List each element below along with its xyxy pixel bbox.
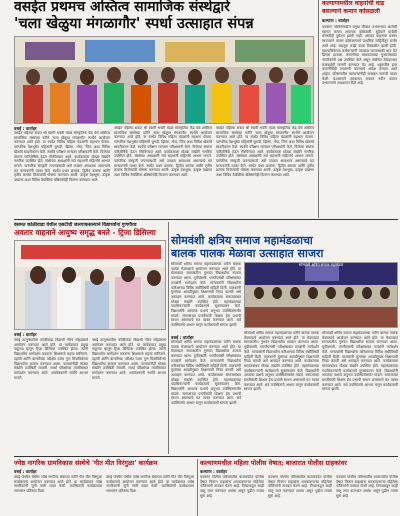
top-article-photo: [14, 36, 314, 124]
top-article-body: वसईत पहिल्या सत्रात श्री स्वामी भक्ती मंडळ सांस्कृतिक केंद्र येथे अस्तित्व सामाजिक संस्थेच्या वतीने 'चला खेळुया मंगळागौर' स्पर्धेचे आयोजन करण्यात आले होते. या स्पर्धेत विविध महिला मंडळांनी सहभाग घेतला. पारंपरिक वेशभूषेत महिलांनी फुगडी, झिम्मा, गोफ, पिंगा अशा विविध खेळांचे सादरीकरण केले. स्पर्धेचे परीक्षण मान्यवर परीक्षकांनी केले. विजेत्या संघांना पारितोषिके देऊन गौरविण्यात आले. कार्यक्रमाला मोठ्या संख्येने नागरिक उपस्थित होते. संस्थेच्या अध्यक्षांनी सर्व सहभागी महिलांचे आभार मानले. पारंपरिक संस्कृती जपण्यासाठी असे उपक्रम आवश्यक असल्याचे मत मान्यवरांनी व्यक्त केले. स्पर्धेत प्रथम क्रमांक, द्वितीय क्रमांक आणि तृतीय क्रमांक विजेत्यांची घोषणा करण्यात आली. उत्कृष्ट वेशभूषा, उत्कृष्ट उखाणा अशा विविध वैयक्तिक बक्षिसांचेही वितरण करण्यात आले.: [14, 131, 110, 183]
bottom-left-body-col2: वसई पश्चिम येथील ज्येष्ठ नागरिक संघाच्या वतीने गीत मीत विरंगुळा कार्यक्रमाचे आयोजन करण्यात आले होते. या कार्यक्रमात ज्येष्ठ नागरिकांनी जुनी गाणी सादर केली. उपस्थितांनी कार्यक्रमाला भरभरून प्रतिसाद दिला.: [106, 475, 194, 494]
top-article-body-col2: वसईत पहिल्या सत्रात श्री स्वामी भक्ती मंडळ सांस्कृतिक केंद्र येथे अस्तित्व सामाजिक संस्थेच्या वतीने 'चला खेळुया मंगळागौर' स्पर्धेचे आयोजन करण्यात आले होते. या स्पर्धेत विविध महिला मंडळांनी सहभाग घेतला. पारंपरिक वेशभूषेत महिलांनी फुगडी, झिम्मा, गोफ, पिंगा अशा विविध खेळांचे सादरीकरण केले. स्पर्धेचे परीक्षण मान्यवर परीक्षकांनी केले. विजेत्या संघांना पारितोषिके देऊन गौरविण्यात आले. कार्यक्रमाला मोठ्या संख्येने नागरिक उपस्थित होते. संस्थेच्या अध्यक्षांनी सर्व सहभागी महिलांचे आभार मानले. पारंपरिक संस्कृती जपण्यासाठी असे उपक्रम आवश्यक असल्याचे मत मान्यवरांनी व्यक्त केले. स्पर्धेत प्रथम क्रमांक, द्वितीय क्रमांक आणि तृतीय क्रमांक विजेत्यांची घोषणा करण्यात आली. उत्कृष्ट वेशभूषा, उत्कृष्ट उखाणा अशा विविध वैयक्तिक बक्षिसांचेही वितरण करण्यात आले.: [114, 126, 212, 178]
bottom-right-body-col2: कल्याण पश्चिम परिसरातील बाजारपेठेत पोलीस वेषात फिरून ग्राहकांना धमकावणाऱ्या महिलेला पोलिसांनी ताब्यात घेतले आहे. तिच्याकडून काही वस्तू जप्त करण्यात आल्या असून पुढील तपास सुरू आहे.: [268, 475, 332, 498]
left-mid-body: वसई तालुक्यातील कोळीवाडा विद्यार्थी गौरव सोहळ्याचे आयोजन करण्यात आले होते. या कार्यक्रमात प्रमुख पाहुण्या म्हणून ट्रिजा डिसिल्वा उपस्थित होत्या. त्यांनी विद्यार्थ्यांना मार्गदर्शन करताना शिक्षणाचे महत्त्व सांगितले. दहावी आणि बारावीच्या परीक्षेत उत्तम गुण मिळविलेल्या विद्यार्थ्यांचा सत्कार करण्यात आला. पालकांनीही मोठ्या संख्येने उपस्थिती लावली. स्पर्धा परीक्षांच्या तयारीबाबत मार्गदर्शन करण्यात आले. आयोजकांनी सर्वांचे आभार मानले.: [14, 338, 88, 380]
award-ceremony-image: [15, 241, 166, 330]
main-bottom-body-col3: सोमवंशी क्षत्रिय समाज महामंडळाच्या वतीने बालक पालक मेळाव्याचे आयोजन करण्यात आले होते. या मेळाव्यात समाजातील गुणवंत विद्यार्थ्यांचा सत्कार करण्यात आला. यूपीएससी, एमपीएससी परीक्षांबाबत तज्ज्ञांनी मार्गदर्शन केले. मान्यवरांनी विद्यार्थ्यांना करिअरच्या विविध संधींविषयी माहिती दिली. पालकांनी मुलांच्या आवडीनुसार शिक्षणाची निवड करावी असे आवाहन करण्यात आले. कार्यक्रमाला समाजबांधव मोठ्या संख्येने उपस्थित होते. महामंडळाच्या पदाधिकाऱ्यांनी कार्यक्रमाचे सूत्रसंचालन केले. विद्यार्थ्यांनी आपल्या यशाचे अनुभव उपस्थितांसमोर मांडले. समाजाच्या प्रगतीसाठी शिक्षण हेच प्रभावी साधन असल्याचे मत व्यक्त करण्यात आले. सर्व उपस्थितांचे आभार मानून कार्यक्रमाची सांगता झाली.: [244, 331, 319, 392]
bottom-column-divider: [197, 459, 198, 516]
bottom-left-article: [14, 459, 194, 516]
bottom-left-dateline: वसई : वार्ताहर: [14, 469, 37, 474]
left-mid-kicker: वसमत कोळीवाडा येथील एसटीची जलपाकसल्याने विद्यार्थ्यांना गुणगौरव: [14, 222, 137, 228]
left-mid-dateline: वसई : वार्ताहर: [14, 332, 37, 337]
top-headline-line2: 'चला खेळुया मंगळागौर' स्पर्धा उत्साहात संपन्न: [14, 15, 254, 32]
sidebar-body: कल्याण पश्चिमेकडील प्रमुख चौकात उभारण्यात आलेली स्वागत कमान अचानक कोसळली. सुदैवाने यावेळी कोणतीही दुर्घटना झाली नाही. अवजड वाहनाचा धक्का लागल्याने कमान कोसळल्याचे प्राथमिक माहितीतून समोर आले आहे. वाहतूक काही काळ विस्कळीत झाली होती. महापालिकेच्या कर्मचाऱ्यांनी तात्काळ घटनास्थळी धाव घेत ढिगारा हटवला. कमानीच्या बांधकामाच्या गुणवत्तेबाबत नागरिकांनी प्रश्न उपस्थित केले असून संबंधित ठेकेदारावर कारवाईची मागणी करण्यात येत आहे. शहरातील इतर कमानींचीही तपासणी करण्याचे आदेश देण्यात आले आहेत. परिसरातील व्यापाऱ्यांनीही याबाबत नाराजी व्यक्त केली. प्रशासनाने लवकरात लवकर नवीन कमान उभारण्याचे आश्वासन दिले आहे.: [322, 25, 397, 86]
left-mid-body-col2: वसई तालुक्यातील कोळीवाडा विद्यार्थी गौरव सोहळ्याचे आयोजन करण्यात आले होते. या कार्यक्रमात प्रमुख पाहुण्या म्हणून ट्रिजा डिसिल्वा उपस्थित होत्या. त्यांनी विद्यार्थ्यांना मार्गदर्शन करताना शिक्षणाचे महत्त्व सांगितले. दहावी आणि बारावीच्या परीक्षेत उत्तम गुण मिळविलेल्या विद्यार्थ्यांचा सत्कार करण्यात आला. पालकांनीही मोठ्या संख्येने उपस्थिती लावली. स्पर्धा परीक्षांच्या तयारीबाबत मार्गदर्शन करण्यात आले. आयोजकांनी सर्वांचे आभार मानले.: [92, 338, 166, 380]
top-article-dateline: वसई : वार्ताहर: [14, 126, 37, 131]
bottom-right-body-col3: कल्याण पश्चिम परिसरातील बाजारपेठेत पोलीस वेषात फिरून ग्राहकांना धमकावणाऱ्या महिलेला पोलिसांनी ताब्यात घेतले आहे. तिच्याकडून काही वस्तू जप्त करण्यात आल्या असून पुढील तपास सुरू आहे.: [336, 475, 398, 498]
section-divider-2: [14, 456, 398, 457]
sidebar-headline-line1: कल्याणमधील वाहनांची वाढ: [322, 0, 385, 7]
bottom-left-body: वसई पश्चिम येथील ज्येष्ठ नागरिक संघाच्या वतीने गीत मीत विरंगुळा कार्यक्रमाचे आयोजन करण्यात आले होते. या कार्यक्रमात ज्येष्ठ नागरिकांनी जुनी गाणी सादर केली. उपस्थितांनी कार्यक्रमाला भरभरून प्रतिसाद दिला.: [14, 475, 102, 494]
main-bottom-headline-line1: सोमवंशी क्षत्रिय समाज महामंडळाचा: [171, 234, 313, 247]
section-divider-1: [14, 219, 398, 220]
left-mid-headline: अवतार वाहनाने आयुष्य समृद्ध बनते - ट्रिजा डिसिल्वा: [14, 228, 156, 237]
bottom-right-body: कल्याण पश्चिम परिसरातील बाजारपेठेत पोलीस वेषात फिरून ग्राहकांना धमकावणाऱ्या महिलेला पोलिसांनी ताब्यात घेतले आहे. तिच्याकडून काही वस्तू जप्त करण्यात आल्या असून पुढील तपास सुरू आहे.: [200, 475, 264, 498]
main-bottom-dateline: वसई : वार्ताहर: [171, 335, 194, 340]
main-bottom-headline-line2: बालक पालक मेळावा उत्साहात साजरा: [171, 247, 324, 260]
main-bottom-body-col1: सोमवंशी क्षत्रिय समाज महामंडळाच्या वतीने बालक पालक मेळाव्याचे आयोजन करण्यात आले होते. या मेळाव्यात समाजातील गुणवंत विद्यार्थ्यांचा सत्कार करण्यात आला. यूपीएससी, एमपीएससी परीक्षांबाबत तज्ज्ञांनी मार्गदर्शन केले. मान्यवरांनी विद्यार्थ्यांना करिअरच्या विविध संधींविषयी माहिती दिली. पालकांनी मुलांच्या आवडीनुसार शिक्षणाची निवड करावी असे आवाहन करण्यात आले. कार्यक्रमाला समाजबांधव मोठ्या संख्येने उपस्थित होते. महामंडळाच्या पदाधिकाऱ्यांनी कार्यक्रमाचे सूत्रसंचालन केले. विद्यार्थ्यांनी आपल्या यशाचे अनुभव उपस्थितांसमोर मांडले. समाजाच्या प्रगतीसाठी शिक्षण हेच प्रभावी साधन असल्याचे मत व्यक्त करण्यात आले. सर्व उपस्थितांचे आभार मानून कार्यक्रमाची सांगता झाली.: [171, 262, 241, 328]
main-bottom-body-col2: सोमवंशी क्षत्रिय समाज महामंडळाच्या वतीने बालक पालक मेळाव्याचे आयोजन करण्यात आले होते. या मेळाव्यात समाजातील गुणवंत विद्यार्थ्यांचा सत्कार करण्यात आला. यूपीएससी, एमपीएससी परीक्षांबाबत तज्ज्ञांनी मार्गदर्शन केले. मान्यवरांनी विद्यार्थ्यांना करिअरच्या विविध संधींविषयी माहिती दिली. पालकांनी मुलांच्या आवडीनुसार शिक्षणाची निवड करावी असे आवाहन करण्यात आले. कार्यक्रमाला समाजबांधव मोठ्या संख्येने उपस्थित होते. महामंडळाच्या पदाधिकाऱ्यांनी कार्यक्रमाचे सूत्रसंचालन केले. विद्यार्थ्यांनी आपल्या यशाचे अनुभव उपस्थितांसमोर मांडले. समाजाच्या प्रगतीसाठी शिक्षण हेच प्रभावी साधन असल्याचे मत व्यक्त करण्यात आले. सर्व उपस्थितांचे आभार मानून कार्यक्रमाची सांगता झाली.: [171, 340, 241, 406]
stage-event-image: [245, 263, 398, 328]
sidebar-dateline: कल्याण : वार्ताहर: [322, 18, 350, 23]
bottom-right-article: [200, 459, 398, 516]
bottom-left-headline: ज्येष्ठ नागरिक ग्रामविकास संस्थेचे 'गीत मीत विरंगुळा' कार्यक्रम: [14, 459, 158, 467]
main-bottom-body-col4: सोमवंशी क्षत्रिय समाज महामंडळाच्या वतीने बालक पालक मेळाव्याचे आयोजन करण्यात आले होते. या मेळाव्यात समाजातील गुणवंत विद्यार्थ्यांचा सत्कार करण्यात आला. यूपीएससी, एमपीएससी परीक्षांबाबत तज्ज्ञांनी मार्गदर्शन केले. मान्यवरांनी विद्यार्थ्यांना करिअरच्या विविध संधींविषयी माहिती दिली. पालकांनी मुलांच्या आवडीनुसार शिक्षणाची निवड करावी असे आवाहन करण्यात आले. कार्यक्रमाला समाजबांधव मोठ्या संख्येने उपस्थित होते. महामंडळाच्या पदाधिकाऱ्यांनी कार्यक्रमाचे सूत्रसंचालन केले. विद्यार्थ्यांनी आपल्या यशाचे अनुभव उपस्थितांसमोर मांडले. समाजाच्या प्रगतीसाठी शिक्षण हेच प्रभावी साधन असल्याचे मत व्यक्त करण्यात आले. सर्व उपस्थितांचे आभार मानून कार्यक्रमाची सांगता झाली.: [322, 331, 398, 392]
left-mid-photo: [14, 240, 166, 330]
mid-column-divider: [168, 222, 169, 454]
bottom-right-dateline: कल्याण : वार्ताहर: [200, 469, 228, 474]
top-article-body-col3: वसईत पहिल्या सत्रात श्री स्वामी भक्ती मंडळ सांस्कृतिक केंद्र येथे अस्तित्व सामाजिक संस्थेच्या वतीने 'चला खेळुया मंगळागौर' स्पर्धेचे आयोजन करण्यात आले होते. या स्पर्धेत विविध महिला मंडळांनी सहभाग घेतला. पारंपरिक वेशभूषेत महिलांनी फुगडी, झिम्मा, गोफ, पिंगा अशा विविध खेळांचे सादरीकरण केले. स्पर्धेचे परीक्षण मान्यवर परीक्षकांनी केले. विजेत्या संघांना पारितोषिके देऊन गौरविण्यात आले. कार्यक्रमाला मोठ्या संख्येने नागरिक उपस्थित होते. संस्थेच्या अध्यक्षांनी सर्व सहभागी महिलांचे आभार मानले. पारंपरिक संस्कृती जपण्यासाठी असे उपक्रम आवश्यक असल्याचे मत मान्यवरांनी व्यक्त केले. स्पर्धेत प्रथम क्रमांक, द्वितीय क्रमांक आणि तृतीय क्रमांक विजेत्यांची घोषणा करण्यात आली. उत्कृष्ट वेशभूषा, उत्कृष्ट उखाणा अशा विविध वैयक्तिक बक्षिसांचेही वितरण करण्यात आले.: [216, 126, 314, 178]
sidebar-article: [318, 0, 398, 218]
sidebar-headline-line2: बसल्याने कमान कोसळली: [322, 8, 381, 15]
bottom-right-headline: कल्याणमधील महिला पोलीस वेषात; बाजारात पोलीस ग्राहकांवर: [200, 459, 347, 467]
main-bottom-photo: [244, 262, 398, 328]
top-headline-line1: वसईत प्रथमच अस्तित्व सामाजिक संस्थेद्वारे: [14, 0, 230, 15]
left-mid-article: [14, 222, 166, 454]
bottom-photo-banner: सोमवंशी क्षत्रिय समाज महामंडळ: [298, 262, 344, 267]
group-photo-image: [15, 37, 314, 124]
